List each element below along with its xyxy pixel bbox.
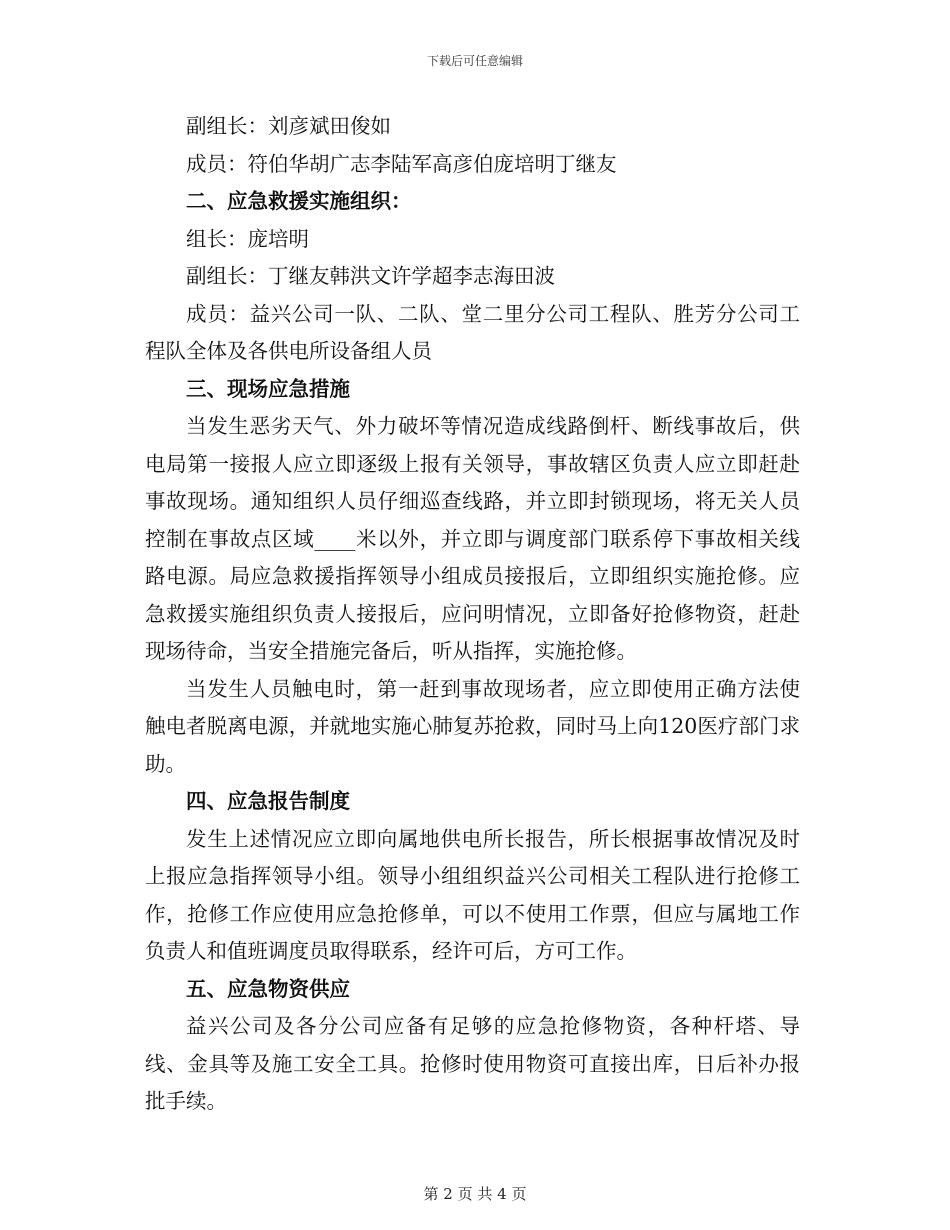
section-heading: 三、现场应急措施 bbox=[186, 376, 350, 401]
members-paragraph: 成员：益兴公司一队、二队、堂二里分公司工程队、胜芳分公司工程队全体及各供电所设备组人员 bbox=[145, 301, 800, 363]
body-paragraph: 当发生恶劣天气、外力破坏等情况造成线路倒杆、断线事故后，供电局第一接报人应立即逐级上报有关领导，事故辖区负责人应立即赶赴事故现场。通知组织人员仔细巡查线路，并立即封锁现场，将无关人员控制在事故点区域____米以外，并立即与调度部门联系停下事故相关线路电源。局应急救援指挥领导小组成员接报后，立即组织实施抢修。应急救援实施组织负责人接报后，应问明情况，立即备好抢修物资，赶赴现场待命，当安全措施完备后，听从指挥，实施抢修。 bbox=[145, 414, 800, 663]
document-body bbox=[145, 108, 800, 1121]
body-paragraph: 益兴公司及各分公司应备有足够的应急抢修物资，各种杆塔、导线、金具等及施工安全工具。抢修时使用物资可直接出库，日后补办报批手续。 bbox=[145, 1014, 800, 1113]
section-heading: 二、应急救援实施组织： bbox=[186, 189, 412, 213]
deputy-leader-line: 副组长：刘彦斌田俊如 bbox=[186, 114, 391, 138]
section-heading: 五、应急物资供应 bbox=[186, 976, 350, 1001]
leader-line: 组长：庞培明 bbox=[186, 226, 309, 251]
section-heading: 四、应急报告制度 bbox=[186, 789, 350, 813]
members-line: 成员：符伯华胡广志李陆军高彦伯庞培明丁继友 bbox=[186, 151, 617, 176]
body-paragraph: 发生上述情况应立即向属地供电所长报告，所长根据事故情况及时上报应急指挥领导小组。领导小组组织益兴公司相关工程队进行抢修工作，抢修工作应使用应急抢修单，可以不使用工作票，但应与属地工作负责人和值班调度员取得联系，经许可后，方可工作。 bbox=[145, 826, 800, 963]
deputy-leader-line: 副组长：丁继友韩洪文许学超李志海田波 bbox=[186, 264, 555, 288]
page-header: 下载后可任意编辑 bbox=[426, 54, 523, 68]
body-paragraph: 当发生人员触电时，第一赶到事故现场者，应立即使用正确方法使触电者脱离电源，并就地实施心肺复苏抢救，同时马上向120医疗部门求助。 bbox=[145, 676, 800, 776]
page-footer: 第 2 页 共 4 页 bbox=[423, 1185, 527, 1203]
